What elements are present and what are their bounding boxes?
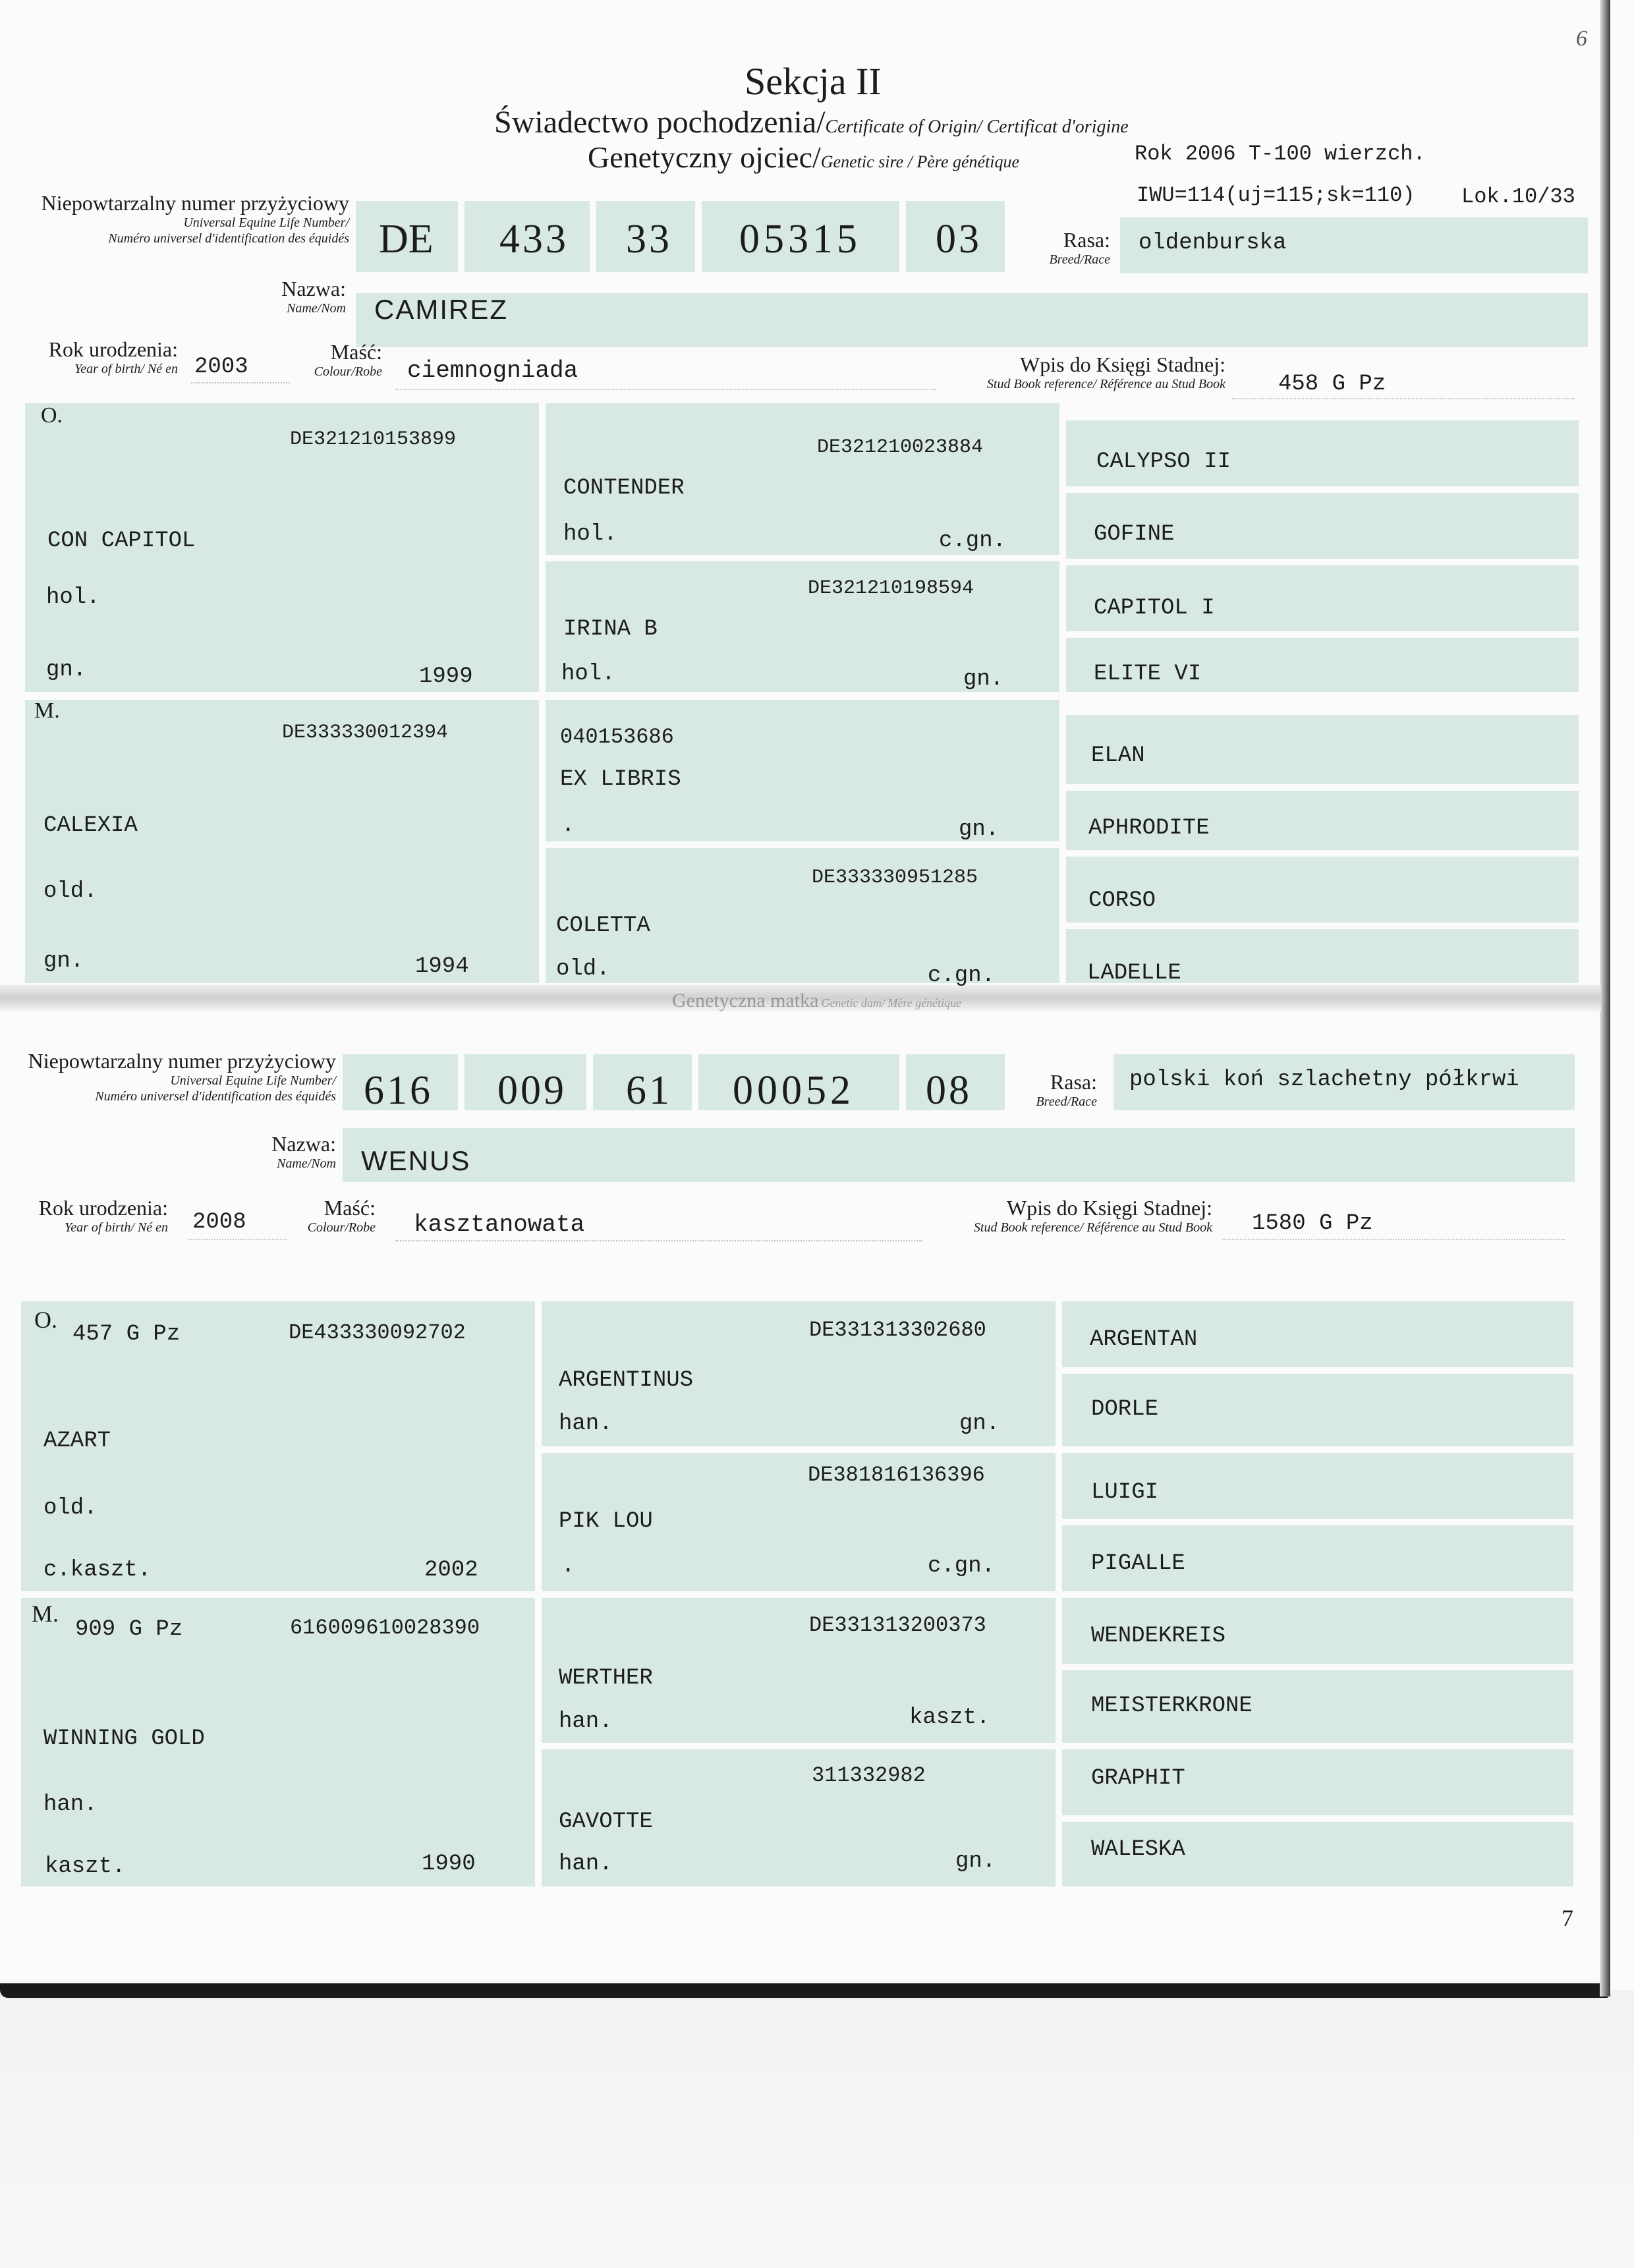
dam-rasa-label-main: Rasa:: [1050, 1070, 1097, 1094]
dam-colour-line: [395, 1240, 922, 1241]
sire-o-label: O.: [41, 403, 63, 428]
dam-birth-label-sub: Year of birth/ Né en: [64, 1220, 168, 1235]
birth-label-sub: Year of birth/ Né en: [74, 362, 178, 376]
sire-mm-breed: old.: [556, 957, 610, 982]
dam-birth-label: [7, 1196, 168, 1235]
sire-mm-colour: c.gn.: [928, 963, 996, 988]
dam-fm-name: PIK LOU: [559, 1509, 653, 1534]
dam-name-label: [204, 1132, 336, 1172]
dam-rasa-label: [1001, 1070, 1097, 1110]
dam-mother-breed: han.: [43, 1792, 98, 1817]
sire-gen3-4: ELITE VI: [1094, 662, 1202, 687]
sire-father-id: DE321210153899: [290, 428, 457, 451]
sire-mf-name: EX LIBRIS: [560, 767, 681, 792]
sire-header-sub: Genetic sire / Père génétique: [820, 152, 1020, 171]
sire-ff-id: DE321210023884: [817, 436, 984, 459]
dam-stud-line: [1222, 1239, 1565, 1240]
dam-mother-colour: kaszt.: [45, 1854, 126, 1879]
dam-mf-colour: kaszt.: [909, 1705, 990, 1730]
sire-ueln-part-4: 05315: [739, 217, 861, 262]
dam-gen3-8: WALESKA: [1091, 1837, 1185, 1862]
dam-name-label-main: Nazwa:: [271, 1132, 336, 1156]
dam-gen3-2: DORLE: [1091, 1397, 1159, 1422]
ueln-label-main: Niepowtarzalny numer przyżyciowy: [41, 191, 349, 215]
page-edge: [0, 1983, 1608, 1998]
dam-birth-label-main: Rok urodzenia:: [38, 1196, 168, 1220]
dam-mother-stud: 909 G Pz: [75, 1617, 183, 1642]
stud-label-main: Wpis do Księgi Stadnej:: [1020, 353, 1226, 376]
sire-birth-label: [13, 337, 178, 377]
sire-fm-name: IRINA B: [563, 617, 658, 642]
section-title: Sekcja II: [745, 60, 882, 103]
sire-ueln-part-3: 33: [626, 217, 672, 262]
sire-birth-year: 2003: [194, 354, 248, 380]
sire-father-colour: gn.: [46, 658, 87, 683]
dam-colour-label-main: Maść:: [324, 1196, 376, 1220]
dam-mother-year: 1990: [422, 1852, 476, 1877]
annotation-line2: IWU=114(uj=115;sk=110): [1137, 183, 1415, 208]
dam-stud-ref: 1580 G Pz: [1252, 1211, 1373, 1236]
sire-stud-ref: 458 G Pz: [1278, 372, 1386, 397]
page-right-edge: [1600, 0, 1610, 1997]
dam-ueln-part-2: 009: [497, 1068, 567, 1113]
sire-colour: ciemnogniada: [407, 357, 578, 384]
dam-gen3-6: MEISTERKRONE: [1091, 1693, 1253, 1718]
sire-fm-colour: gn.: [963, 667, 1004, 692]
dam-mm-colour: gn.: [955, 1849, 996, 1874]
dam-breed: polski koń szlachetny półkrwi: [1129, 1067, 1519, 1092]
dam-father-stud: 457 G Pz: [72, 1322, 181, 1347]
dam-colour-label: [283, 1196, 376, 1235]
page-number-bottom: 7: [1562, 1905, 1573, 1931]
sire-colour-label: [290, 340, 382, 380]
sire-fm-id: DE321210198594: [808, 577, 974, 600]
dam-name-box: [343, 1128, 1575, 1182]
sire-mother-id: DE333330012394: [282, 722, 449, 744]
sire-mother-colour: gn.: [43, 949, 84, 974]
sire-father-year: 1999: [419, 664, 473, 689]
sire-name-box: [356, 293, 1588, 347]
dam-colour-label-sub: Colour/Robe: [307, 1220, 376, 1235]
dam-fm-id: DE381816136396: [808, 1463, 985, 1487]
dam-ueln-part-1: 616: [364, 1068, 433, 1113]
sire-mf-colour: gn.: [959, 817, 1000, 842]
sire-header: [588, 140, 1019, 175]
ueln-label-sub2: Numéro universel d'identification des équidés: [108, 231, 349, 246]
sire-gen3-5: ELAN: [1091, 743, 1145, 768]
sire-colour-line: [395, 389, 936, 390]
rasa-label-sub: Breed/Race: [1049, 252, 1110, 267]
dam-m-label: M.: [32, 1601, 59, 1627]
sire-ff-breed: hol.: [563, 522, 617, 547]
dam-gen3-3: LUIGI: [1091, 1480, 1159, 1505]
dam-birth-year: 2008: [192, 1210, 246, 1235]
sire-gen3-1: CALYPSO II: [1096, 449, 1231, 474]
dam-fm-breed: .: [561, 1554, 575, 1579]
stud-label-sub: Stud Book reference/ Référence au Stud Book: [986, 377, 1226, 391]
sire-rasa-label: [1015, 228, 1110, 268]
dam-stud-label-main: Wpis do Księgi Stadnej:: [1007, 1196, 1212, 1220]
dam-ff-breed: han.: [559, 1411, 613, 1436]
sire-gen3-2: GOFINE: [1094, 522, 1175, 547]
dam-mm-breed: han.: [559, 1852, 613, 1877]
dam-gen3-7: GRAPHIT: [1091, 1766, 1185, 1791]
dam-header-main: Genetyczna matka: [672, 990, 819, 1011]
dam-stud-label: [843, 1196, 1212, 1235]
dam-fm-colour: c.gn.: [928, 1554, 996, 1579]
dam-ueln-part-3: 61: [626, 1068, 672, 1113]
dam-ueln-label-sub2: Numéro universel d'identification des équidés: [95, 1089, 336, 1104]
dam-mf-breed: han.: [559, 1709, 613, 1734]
annotation-line3: Lok.10/33: [1461, 184, 1575, 209]
sire-mf-breed: .: [561, 813, 575, 838]
dam-rasa-label-sub: Breed/Race: [1036, 1094, 1097, 1109]
scan-margin: [0, 1990, 1634, 2268]
sire-ueln-part-2: 433: [499, 217, 569, 262]
dam-mm-name: GAVOTTE: [559, 1809, 653, 1834]
dam-name-label-sub: Name/Nom: [277, 1156, 336, 1171]
sire-gen3-8: LADELLE: [1087, 961, 1181, 986]
birth-label-main: Rok urodzenia:: [48, 337, 178, 361]
dam-header-sub: Genetic dam/ Mère génétique: [821, 996, 962, 1009]
sire-stud-label: [857, 353, 1226, 392]
dam-father-name: AZART: [43, 1429, 111, 1454]
colour-label-main: Maść:: [330, 340, 382, 364]
certificate-title-main: Świadectwo pochodzenia/: [494, 105, 826, 140]
dam-ueln-label-sub1: Universal Equine Life Number/: [170, 1073, 336, 1088]
dam-ueln-label: [7, 1049, 336, 1104]
sire-header-main: Genetyczny ojciec/: [588, 140, 821, 174]
sire-mother-name: CALEXIA: [43, 813, 138, 838]
dam-father-id: DE433330092702: [289, 1320, 466, 1345]
sire-ff-name: CONTENDER: [563, 476, 685, 501]
dam-ueln-part-4: 00052: [733, 1068, 855, 1113]
sire-mother-year: 1994: [415, 954, 469, 979]
dam-colour: kasztanowata: [414, 1211, 585, 1238]
dam-ff-name: ARGENTINUS: [559, 1368, 694, 1393]
dam-name: WENUS: [361, 1145, 471, 1176]
dam-father-breed: old.: [43, 1496, 98, 1521]
sire-stud-line: [1232, 398, 1575, 399]
sire-name: CAMIREZ: [374, 294, 508, 325]
dam-ueln-label-main: Niepowtarzalny numer przyżyciowy: [28, 1049, 336, 1073]
annotation-line1: Rok 2006 T-100 wierzch.: [1135, 142, 1426, 166]
sire-father-name: CON CAPITOL: [47, 528, 196, 553]
dam-header: [672, 990, 961, 1012]
sire-mm-name: COLETTA: [556, 913, 650, 938]
ueln-label-sub1: Universal Equine Life Number/: [183, 215, 349, 230]
certificate-title-sub: Certificate of Origin/ Certificat d'origine: [825, 117, 1129, 137]
certificate-title: [494, 104, 1129, 140]
dam-gen3-4: PIGALLE: [1091, 1551, 1185, 1576]
sire-mf-id: 040153686: [560, 725, 674, 749]
dam-mother-id: 616009610028390: [290, 1616, 480, 1640]
dam-father-colour: c.kaszt.: [43, 1558, 152, 1583]
sire-ff-colour: c.gn.: [939, 528, 1007, 553]
name-label-sub: Name/Nom: [287, 301, 346, 316]
sire-ueln-part-1: DE: [379, 217, 434, 262]
name-label-main: Nazwa:: [281, 277, 346, 300]
sire-m-label: M.: [34, 698, 60, 723]
sire-birth-line: [191, 382, 290, 383]
sire-ueln-label: [13, 191, 349, 246]
dam-ff-id: DE331313302680: [809, 1318, 986, 1342]
sire-gen3-3: CAPITOL I: [1094, 596, 1215, 621]
dam-stud-label-sub: Stud Book reference/ Référence au Stud Book: [973, 1220, 1212, 1235]
rasa-label-main: Rasa:: [1063, 228, 1110, 252]
sire-gen3-7: CORSO: [1088, 888, 1156, 913]
dam-mother-name: WINNING GOLD: [43, 1726, 205, 1751]
dam-mf-name: WERTHER: [559, 1666, 653, 1691]
sire-ueln-part-5: 03: [936, 217, 982, 262]
dam-o-label: O.: [34, 1307, 57, 1333]
dam-birth-line: [188, 1239, 287, 1240]
sire-mm-id: DE333330951285: [812, 866, 978, 889]
dam-mf-id: DE331313200373: [809, 1613, 986, 1637]
dam-gen3-1: ARGENTAN: [1090, 1327, 1198, 1352]
colour-label-sub: Colour/Robe: [314, 364, 382, 379]
sire-breed: oldenburska: [1139, 231, 1287, 256]
sire-mother-breed: old.: [43, 879, 98, 904]
dam-ff-colour: gn.: [959, 1411, 1000, 1436]
dam-mm-id: 311332982: [812, 1763, 926, 1788]
sire-fm-breed: hol.: [561, 662, 615, 687]
sire-father-breed: hol.: [46, 585, 100, 610]
dam-gen3-5: WENDEKREIS: [1091, 1624, 1226, 1649]
sire-gen3-6: APHRODITE: [1088, 816, 1210, 841]
page-number-top: 6: [1576, 26, 1587, 51]
sire-name-label: [217, 277, 346, 316]
dam-ueln-part-5: 08: [926, 1068, 972, 1113]
dam-father-year: 2002: [424, 1558, 478, 1583]
